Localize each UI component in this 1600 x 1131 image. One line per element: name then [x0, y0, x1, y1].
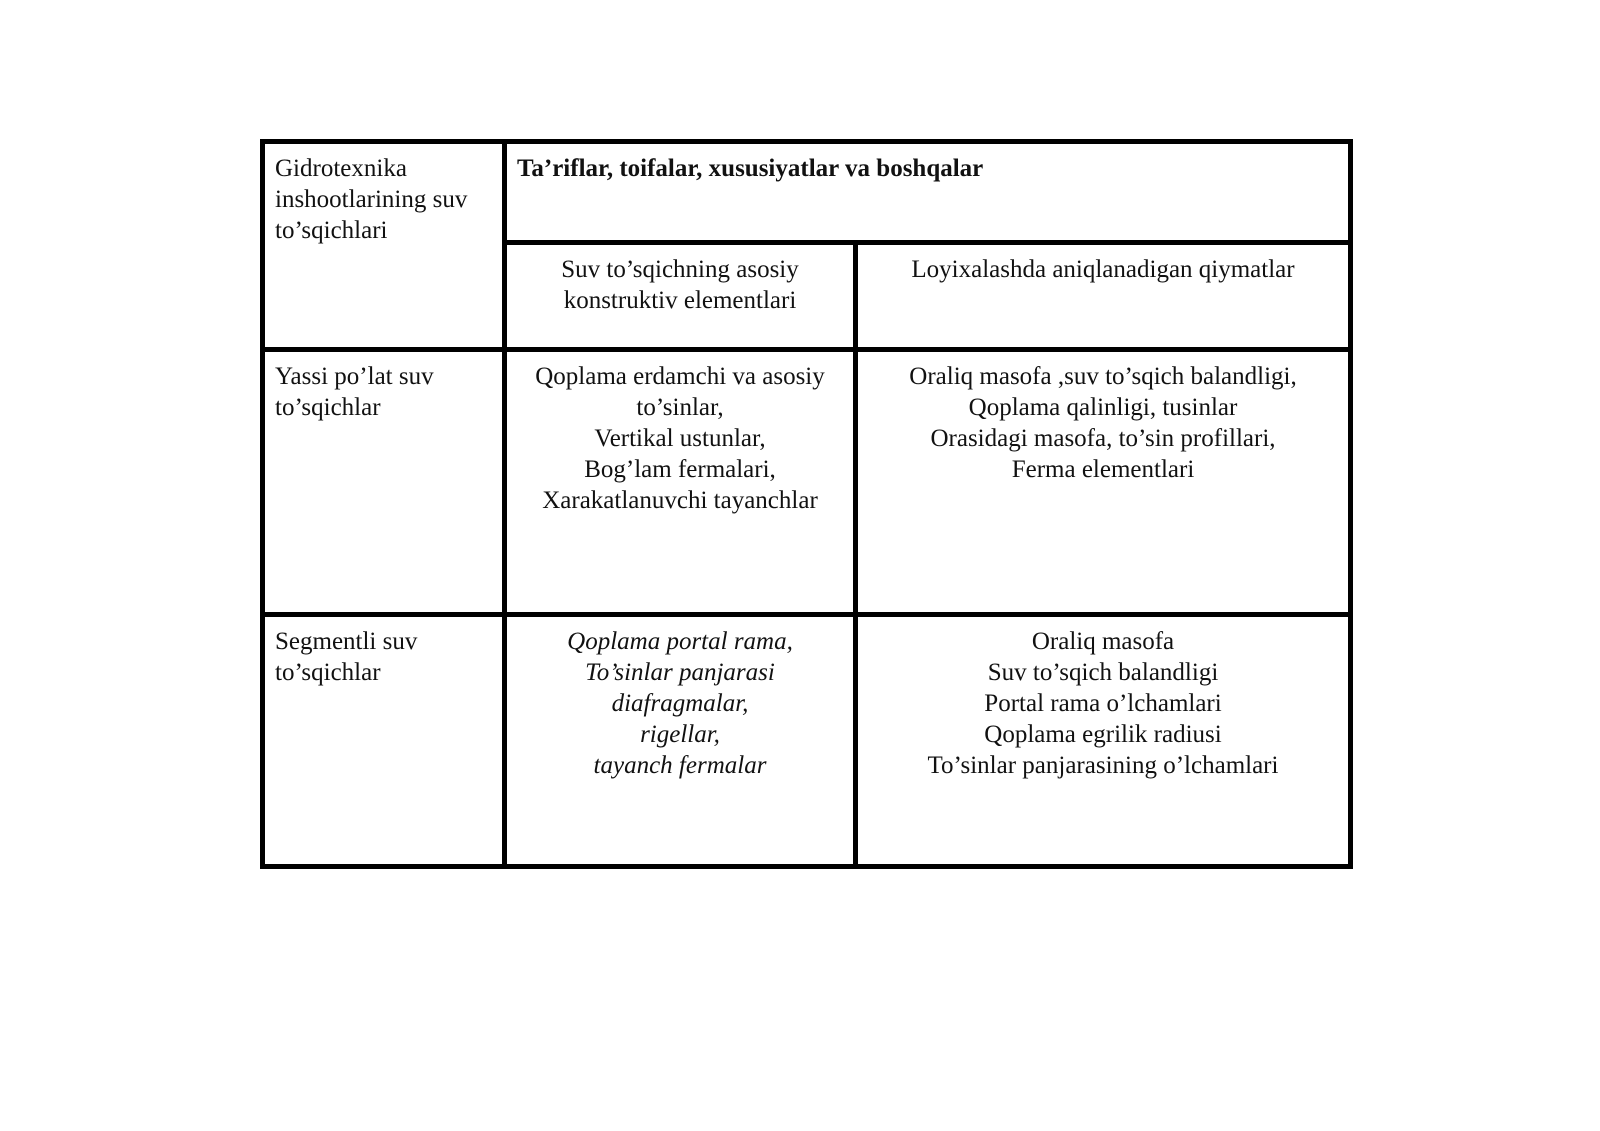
row-name-cell — [263, 615, 505, 867]
element-line: rigellar, — [640, 721, 720, 748]
values-cell — [856, 615, 1351, 867]
value-line: To’sinlar panjarasining o’lchamlari — [927, 752, 1279, 779]
value-line: Orasidagi masofa, to’sin profillari, — [930, 425, 1276, 452]
elements-cell — [505, 350, 856, 615]
table-row — [263, 615, 1351, 867]
element-line: Bog’lam fermalari, — [584, 456, 776, 483]
value-line: Oraliq masofa — [1031, 628, 1175, 655]
element-line: To’sinlar panjarasi — [585, 659, 775, 686]
table-header-row — [263, 142, 1351, 243]
subheader-cell-elements — [505, 243, 856, 350]
element-line: Qoplama portal rama, — [567, 628, 793, 655]
row-name: Segmentli suv to’sqichlar — [275, 628, 418, 686]
element-line: Qoplama erdamchi va asosiy to’sinlar, — [535, 363, 825, 421]
top-header-cell — [505, 142, 1351, 243]
element-line: diafragmalar, — [611, 690, 749, 717]
row-name-cell — [263, 350, 505, 615]
value-line: Suv to’sqich balandligi — [987, 659, 1219, 686]
element-line: Xarakatlanuvchi tayanchlar — [542, 487, 818, 514]
subheader-text-values: Loyixalashda aniqlanadigan qiymatlar — [911, 256, 1295, 283]
value-line: Qoplama qalinligi, tusinlar — [968, 394, 1238, 421]
elements-cell — [505, 615, 856, 867]
values-cell — [856, 350, 1351, 615]
value-line: Qoplama egrilik radiusi — [984, 721, 1222, 748]
top-header-text: Ta’riflar, toifalar, xususiyatlar va boshqalar — [517, 155, 984, 182]
row-name: Yassi po’lat suv to’sqichlar — [275, 363, 434, 421]
subheader-cell-values — [856, 243, 1351, 350]
value-line: Portal rama o’lchamlari — [984, 690, 1222, 717]
corner-header-cell — [263, 142, 505, 350]
element-line: Vertikal ustunlar, — [594, 425, 766, 452]
document-table — [260, 139, 1353, 869]
corner-header-text: Gidrotexnika inshootlarining suv to’sqichlari — [275, 155, 468, 244]
value-line: Ferma elementlari — [1011, 456, 1195, 483]
element-line: tayanch fermalar — [593, 752, 767, 779]
value-line: Oraliq masofa ,suv to’sqich balandligi, — [909, 363, 1297, 390]
subheader-text-elements: Suv to’sqichning asosiy konstruktiv elementlari — [561, 256, 799, 314]
table-row — [263, 350, 1351, 615]
